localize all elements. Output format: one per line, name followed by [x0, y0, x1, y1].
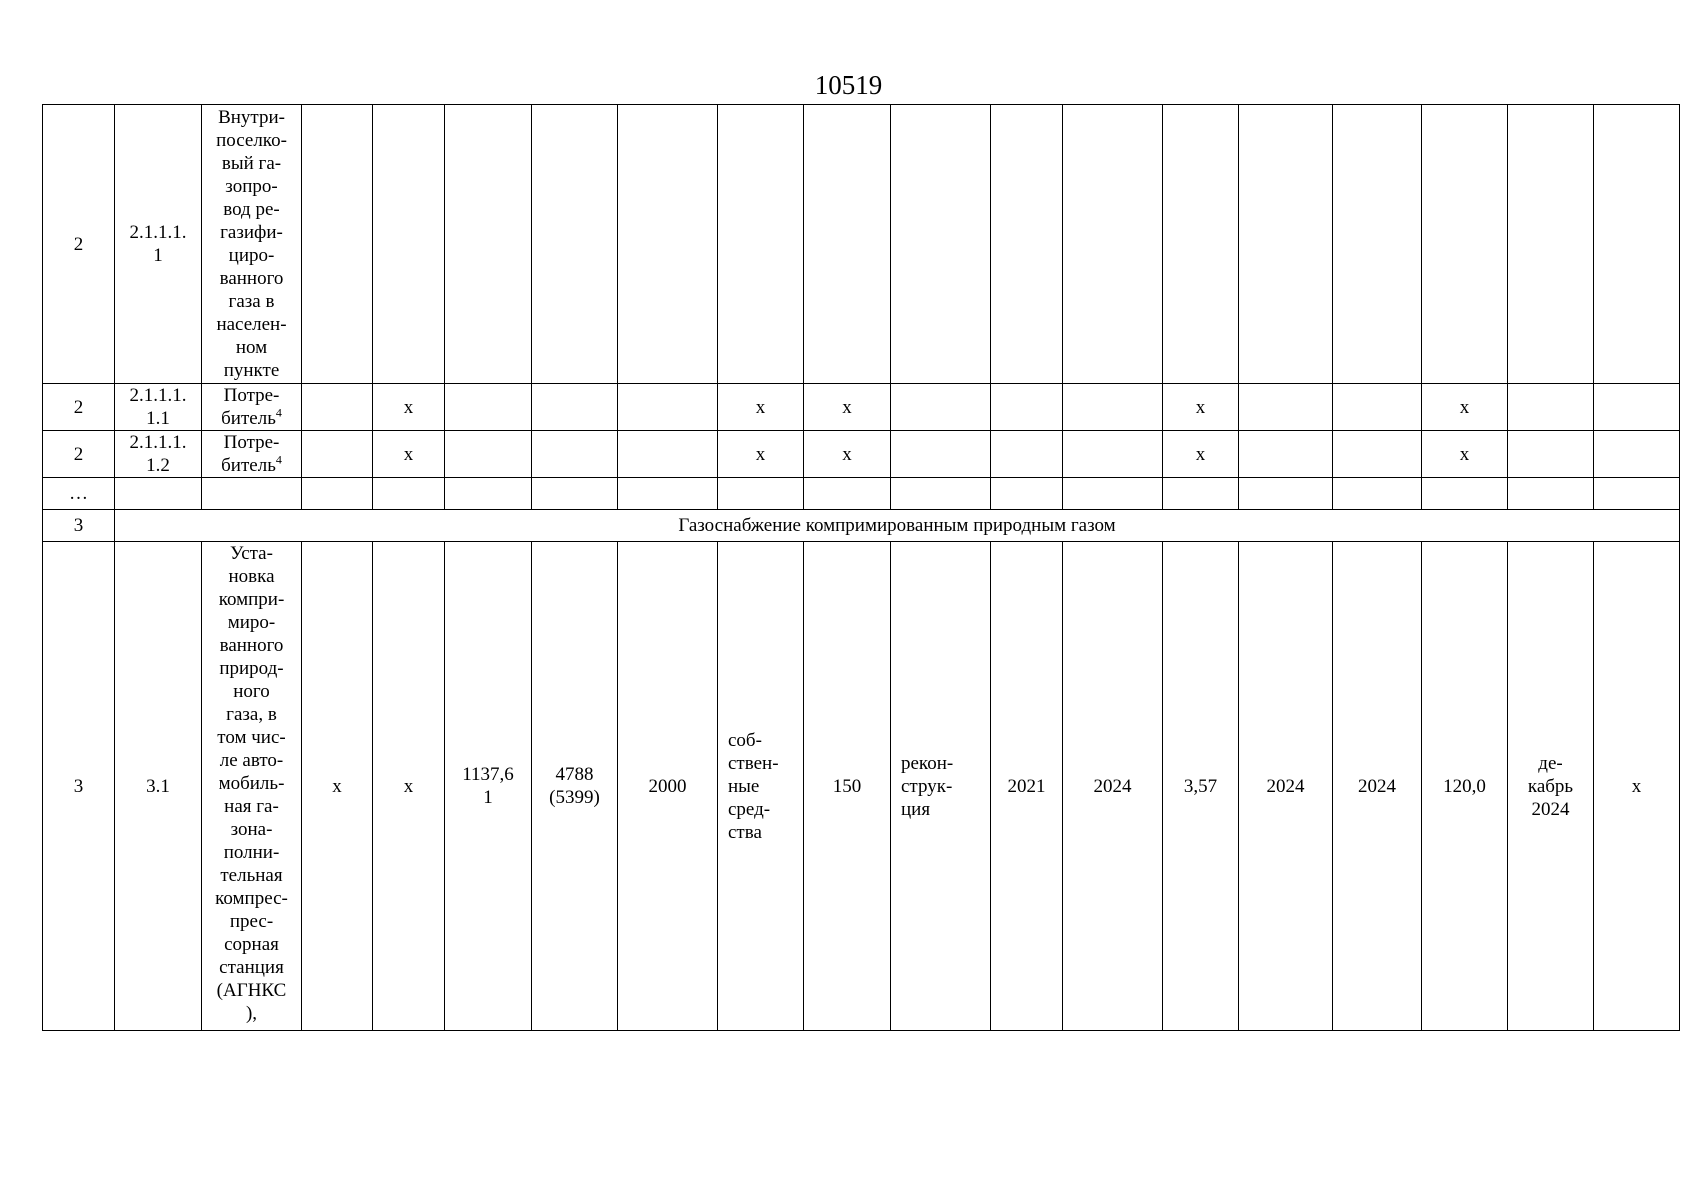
- cell-empty: [804, 478, 891, 510]
- cell-date: де- кабрь 2024: [1508, 542, 1594, 1031]
- cell-empty: [1594, 105, 1680, 384]
- cell-empty: [1333, 478, 1422, 510]
- cell-empty: [991, 478, 1063, 510]
- cell-empty: [532, 384, 618, 431]
- cell-empty: [302, 478, 373, 510]
- cell-empty: [804, 105, 891, 384]
- cell-empty: [1594, 384, 1680, 431]
- cell-empty: [991, 431, 1063, 478]
- cell-value: 4788 (5399): [532, 542, 618, 1031]
- cell-empty: [618, 478, 718, 510]
- cell-empty: [1594, 478, 1680, 510]
- data-table: [42, 104, 1680, 1031]
- cell-empty: [1239, 105, 1333, 384]
- cell-empty: [891, 384, 991, 431]
- cell-empty: [302, 105, 373, 384]
- cell-empty: [373, 478, 445, 510]
- cell-empty: [1422, 105, 1508, 384]
- cell-funding-source: соб- ствен- ные сред- ства: [718, 542, 804, 1031]
- section-row: [43, 510, 1680, 542]
- cell-value: x: [718, 431, 804, 478]
- cell-empty: [1508, 105, 1594, 384]
- cell-name-text: Потре- битель: [221, 432, 280, 476]
- cell-empty: [115, 478, 202, 510]
- cell-value: x: [1163, 431, 1239, 478]
- table-row: [43, 478, 1680, 510]
- cell-empty: [1422, 478, 1508, 510]
- cell-empty: [1239, 384, 1333, 431]
- cell-empty: [302, 431, 373, 478]
- cell-empty: [618, 431, 718, 478]
- cell-value: 2000: [618, 542, 718, 1031]
- cell-value: x: [1422, 431, 1508, 478]
- cell-empty: [532, 105, 618, 384]
- cell-ellipsis: …: [43, 478, 115, 510]
- cell-value: x: [1163, 384, 1239, 431]
- cell-empty: [445, 384, 532, 431]
- cell-empty: [891, 478, 991, 510]
- cell-value: x: [373, 384, 445, 431]
- cell-empty: [532, 431, 618, 478]
- cell-name: Внутри- поселко- вый га- зопро- вод ре- газифи- циро- ванного газа в населен- ном пункте: [202, 105, 302, 384]
- page-number: 10519: [814, 70, 883, 100]
- cell-empty: [1333, 431, 1422, 478]
- cell-empty: [445, 478, 532, 510]
- cell-value: 150: [804, 542, 891, 1031]
- cell-level: 2: [43, 431, 115, 478]
- cell-level: 2: [43, 105, 115, 384]
- cell-empty: [991, 384, 1063, 431]
- cell-empty: [891, 105, 991, 384]
- cell-empty: [618, 384, 718, 431]
- cell-value: x: [718, 384, 804, 431]
- cell-work-type: рекон- струк- ция: [891, 542, 991, 1031]
- cell-name: Уста- новка компри- миро- ванного природ- ного газа, в том чис- ле авто- мобиль- ная га- зона- полни- тельная компрес- прес- сорная станция (АГНКС ),: [202, 542, 302, 1031]
- cell-value: x: [804, 431, 891, 478]
- cell-empty: [718, 478, 804, 510]
- table-row: [43, 105, 1680, 384]
- cell-name-text: Потре- битель: [221, 385, 280, 429]
- cell-value: 1137,6 1: [445, 542, 532, 1031]
- cell-value: 2024: [1239, 542, 1333, 1031]
- cell-code: 2.1.1.1. 1.2: [115, 431, 202, 478]
- footnote-mark: 4: [275, 452, 282, 467]
- cell-empty: [1594, 431, 1680, 478]
- cell-empty: [1063, 478, 1163, 510]
- section-title: Газоснабжение компримированным природным газом: [115, 510, 1680, 542]
- cell-value: 2024: [1063, 542, 1163, 1031]
- cell-code: 2.1.1.1. 1.1: [115, 384, 202, 431]
- cell-empty: [445, 105, 532, 384]
- cell-empty: [373, 105, 445, 384]
- cell-empty: [991, 105, 1063, 384]
- cell-value: x: [302, 542, 373, 1031]
- cell-value: x: [1594, 542, 1680, 1031]
- cell-empty: [1333, 105, 1422, 384]
- table-row: [43, 431, 1680, 478]
- cell-empty: [891, 431, 991, 478]
- table-row: [43, 384, 1680, 431]
- table-row: [43, 542, 1680, 1031]
- cell-empty: [1063, 384, 1163, 431]
- cell-empty: [1063, 105, 1163, 384]
- cell-empty: [302, 384, 373, 431]
- cell-value: x: [373, 542, 445, 1031]
- cell-code: 3.1: [115, 542, 202, 1031]
- cell-value: 2024: [1333, 542, 1422, 1031]
- cell-empty: [1163, 105, 1239, 384]
- cell-code: 2.1.1.1. 1: [115, 105, 202, 384]
- cell-empty: [618, 105, 718, 384]
- cell-empty: [1508, 431, 1594, 478]
- cell-value: x: [804, 384, 891, 431]
- cell-name: [202, 431, 302, 478]
- cell-value: 3,57: [1163, 542, 1239, 1031]
- cell-level: 2: [43, 384, 115, 431]
- cell-value: 120,0: [1422, 542, 1508, 1031]
- cell-value: x: [373, 431, 445, 478]
- cell-empty: [1239, 478, 1333, 510]
- footnote-mark: 4: [275, 405, 282, 420]
- cell-empty: [718, 105, 804, 384]
- cell-value: 2021: [991, 542, 1063, 1031]
- cell-empty: [532, 478, 618, 510]
- cell-empty: [1508, 478, 1594, 510]
- cell-empty: [1239, 431, 1333, 478]
- cell-empty: [445, 431, 532, 478]
- cell-value: x: [1422, 384, 1508, 431]
- cell-level: 3: [43, 510, 115, 542]
- cell-name: [202, 384, 302, 431]
- cell-level: 3: [43, 542, 115, 1031]
- cell-empty: [1333, 384, 1422, 431]
- cell-empty: [1508, 384, 1594, 431]
- cell-empty: [1163, 478, 1239, 510]
- cell-empty: [202, 478, 302, 510]
- cell-empty: [1063, 431, 1163, 478]
